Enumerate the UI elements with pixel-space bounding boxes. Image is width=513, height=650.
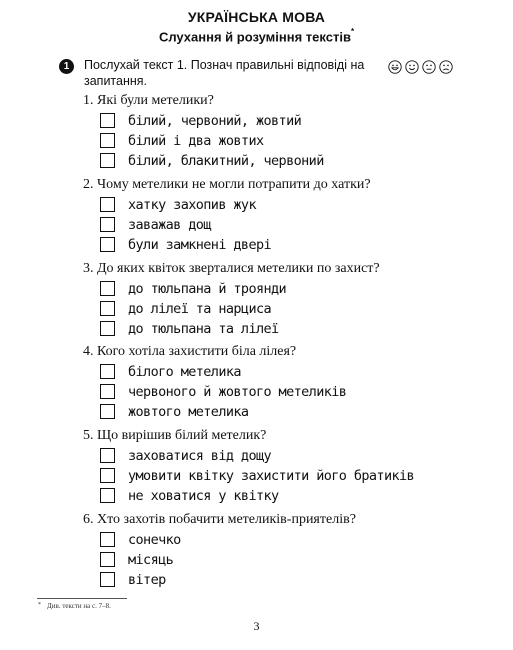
option-label: білий, блакитний, червоний [128, 152, 324, 169]
question-2: 2. Чому метелики не могли потрапити до хатки? [83, 177, 371, 192]
answer-checkbox[interactable] [100, 488, 115, 503]
option-label: білого метелика [128, 363, 241, 380]
answer-checkbox[interactable] [100, 153, 115, 168]
section-title-text: Слухання й розуміння текстів [158, 29, 351, 45]
option-3-3[interactable] [100, 320, 279, 337]
footnote-text: Див. тексти на с. 7–8. [47, 602, 111, 610]
question-6: 6. Хто захотів побачити метеликів-приятелів? [83, 512, 356, 527]
option-4-3[interactable] [100, 403, 248, 420]
answer-checkbox[interactable] [100, 197, 115, 212]
answer-checkbox[interactable] [100, 552, 115, 567]
footnote-divider [37, 598, 127, 599]
option-label: сонечко [128, 531, 181, 548]
option-label: були замкнені двері [128, 236, 272, 253]
answer-checkbox[interactable] [100, 237, 115, 252]
answer-checkbox[interactable] [100, 281, 115, 296]
subject-title: УКРАЇНСЬКА МОВА [187, 9, 326, 25]
smiling-face-icon[interactable] [405, 60, 419, 74]
option-label: заважав дощ [128, 216, 211, 233]
option-label: до лілеї та нарциса [128, 300, 272, 317]
option-label: умовити квітку захистити його братиків [128, 467, 415, 484]
option-label: до тюльпана та лілеї [128, 320, 279, 337]
answer-checkbox[interactable] [100, 572, 115, 587]
option-1-2[interactable] [100, 132, 264, 149]
answer-checkbox[interactable] [100, 113, 115, 128]
option-2-3[interactable] [100, 236, 271, 253]
self-assessment-scale [388, 60, 453, 75]
answer-checkbox[interactable] [100, 384, 115, 399]
footnote-mark: * [38, 602, 41, 608]
section-title [0, 29, 513, 44]
option-5-3[interactable] [100, 487, 279, 504]
answer-checkbox[interactable] [100, 133, 115, 148]
option-6-2[interactable] [100, 551, 173, 568]
answer-checkbox[interactable] [100, 301, 115, 316]
option-1-1[interactable] [100, 112, 301, 129]
option-4-1[interactable] [100, 363, 241, 380]
option-label: білий і два жовтих [128, 132, 264, 149]
answer-checkbox[interactable] [100, 404, 115, 419]
section-footnote-mark: * [350, 27, 355, 36]
option-label: хатку захопив жук [128, 196, 256, 213]
option-label: до тюльпана й троянди [128, 280, 287, 297]
question-1: 1. Які були метелики? [83, 93, 214, 108]
option-label: не ховатися у квітку [128, 487, 279, 504]
option-4-2[interactable] [100, 383, 346, 400]
answer-checkbox[interactable] [100, 468, 115, 483]
option-5-2[interactable] [100, 467, 414, 484]
answer-checkbox[interactable] [100, 364, 115, 379]
option-2-1[interactable] [100, 196, 256, 213]
option-5-1[interactable] [100, 447, 271, 464]
neutral-face-icon[interactable] [422, 60, 436, 74]
task-number-badge: 1 [59, 59, 74, 74]
option-6-3[interactable] [100, 571, 166, 588]
answer-checkbox[interactable] [100, 321, 115, 336]
question-5: 5. Що вирішив білий метелик? [83, 428, 267, 443]
sad-face-icon[interactable] [439, 60, 453, 74]
option-1-3[interactable] [100, 152, 324, 169]
option-3-1[interactable] [100, 280, 286, 297]
option-label: місяць [128, 551, 174, 568]
option-3-2[interactable] [100, 300, 271, 317]
option-2-2[interactable] [100, 216, 211, 233]
option-6-1[interactable] [100, 531, 181, 548]
answer-checkbox[interactable] [100, 448, 115, 463]
option-label: жовтого метелика [128, 403, 249, 420]
task-instruction: Послухай текст 1. Познач правильні відповіді на запитання. [84, 58, 365, 88]
question-4: 4. Кого хотіла захистити біла лілея? [83, 344, 297, 359]
grinning-face-icon[interactable] [388, 60, 402, 74]
option-label: заховатися від дощу [128, 447, 272, 464]
answer-checkbox[interactable] [100, 532, 115, 547]
answer-checkbox[interactable] [100, 217, 115, 232]
option-label: вітер [128, 571, 166, 588]
footnote [38, 602, 111, 610]
option-label: червоного й жовтого метеликів [128, 383, 347, 400]
option-label: білий, червоний, жовтий [128, 112, 302, 129]
page-number: 3 [253, 619, 260, 633]
question-3: 3. До яких квіток зверталися метелики по захист? [83, 261, 380, 276]
